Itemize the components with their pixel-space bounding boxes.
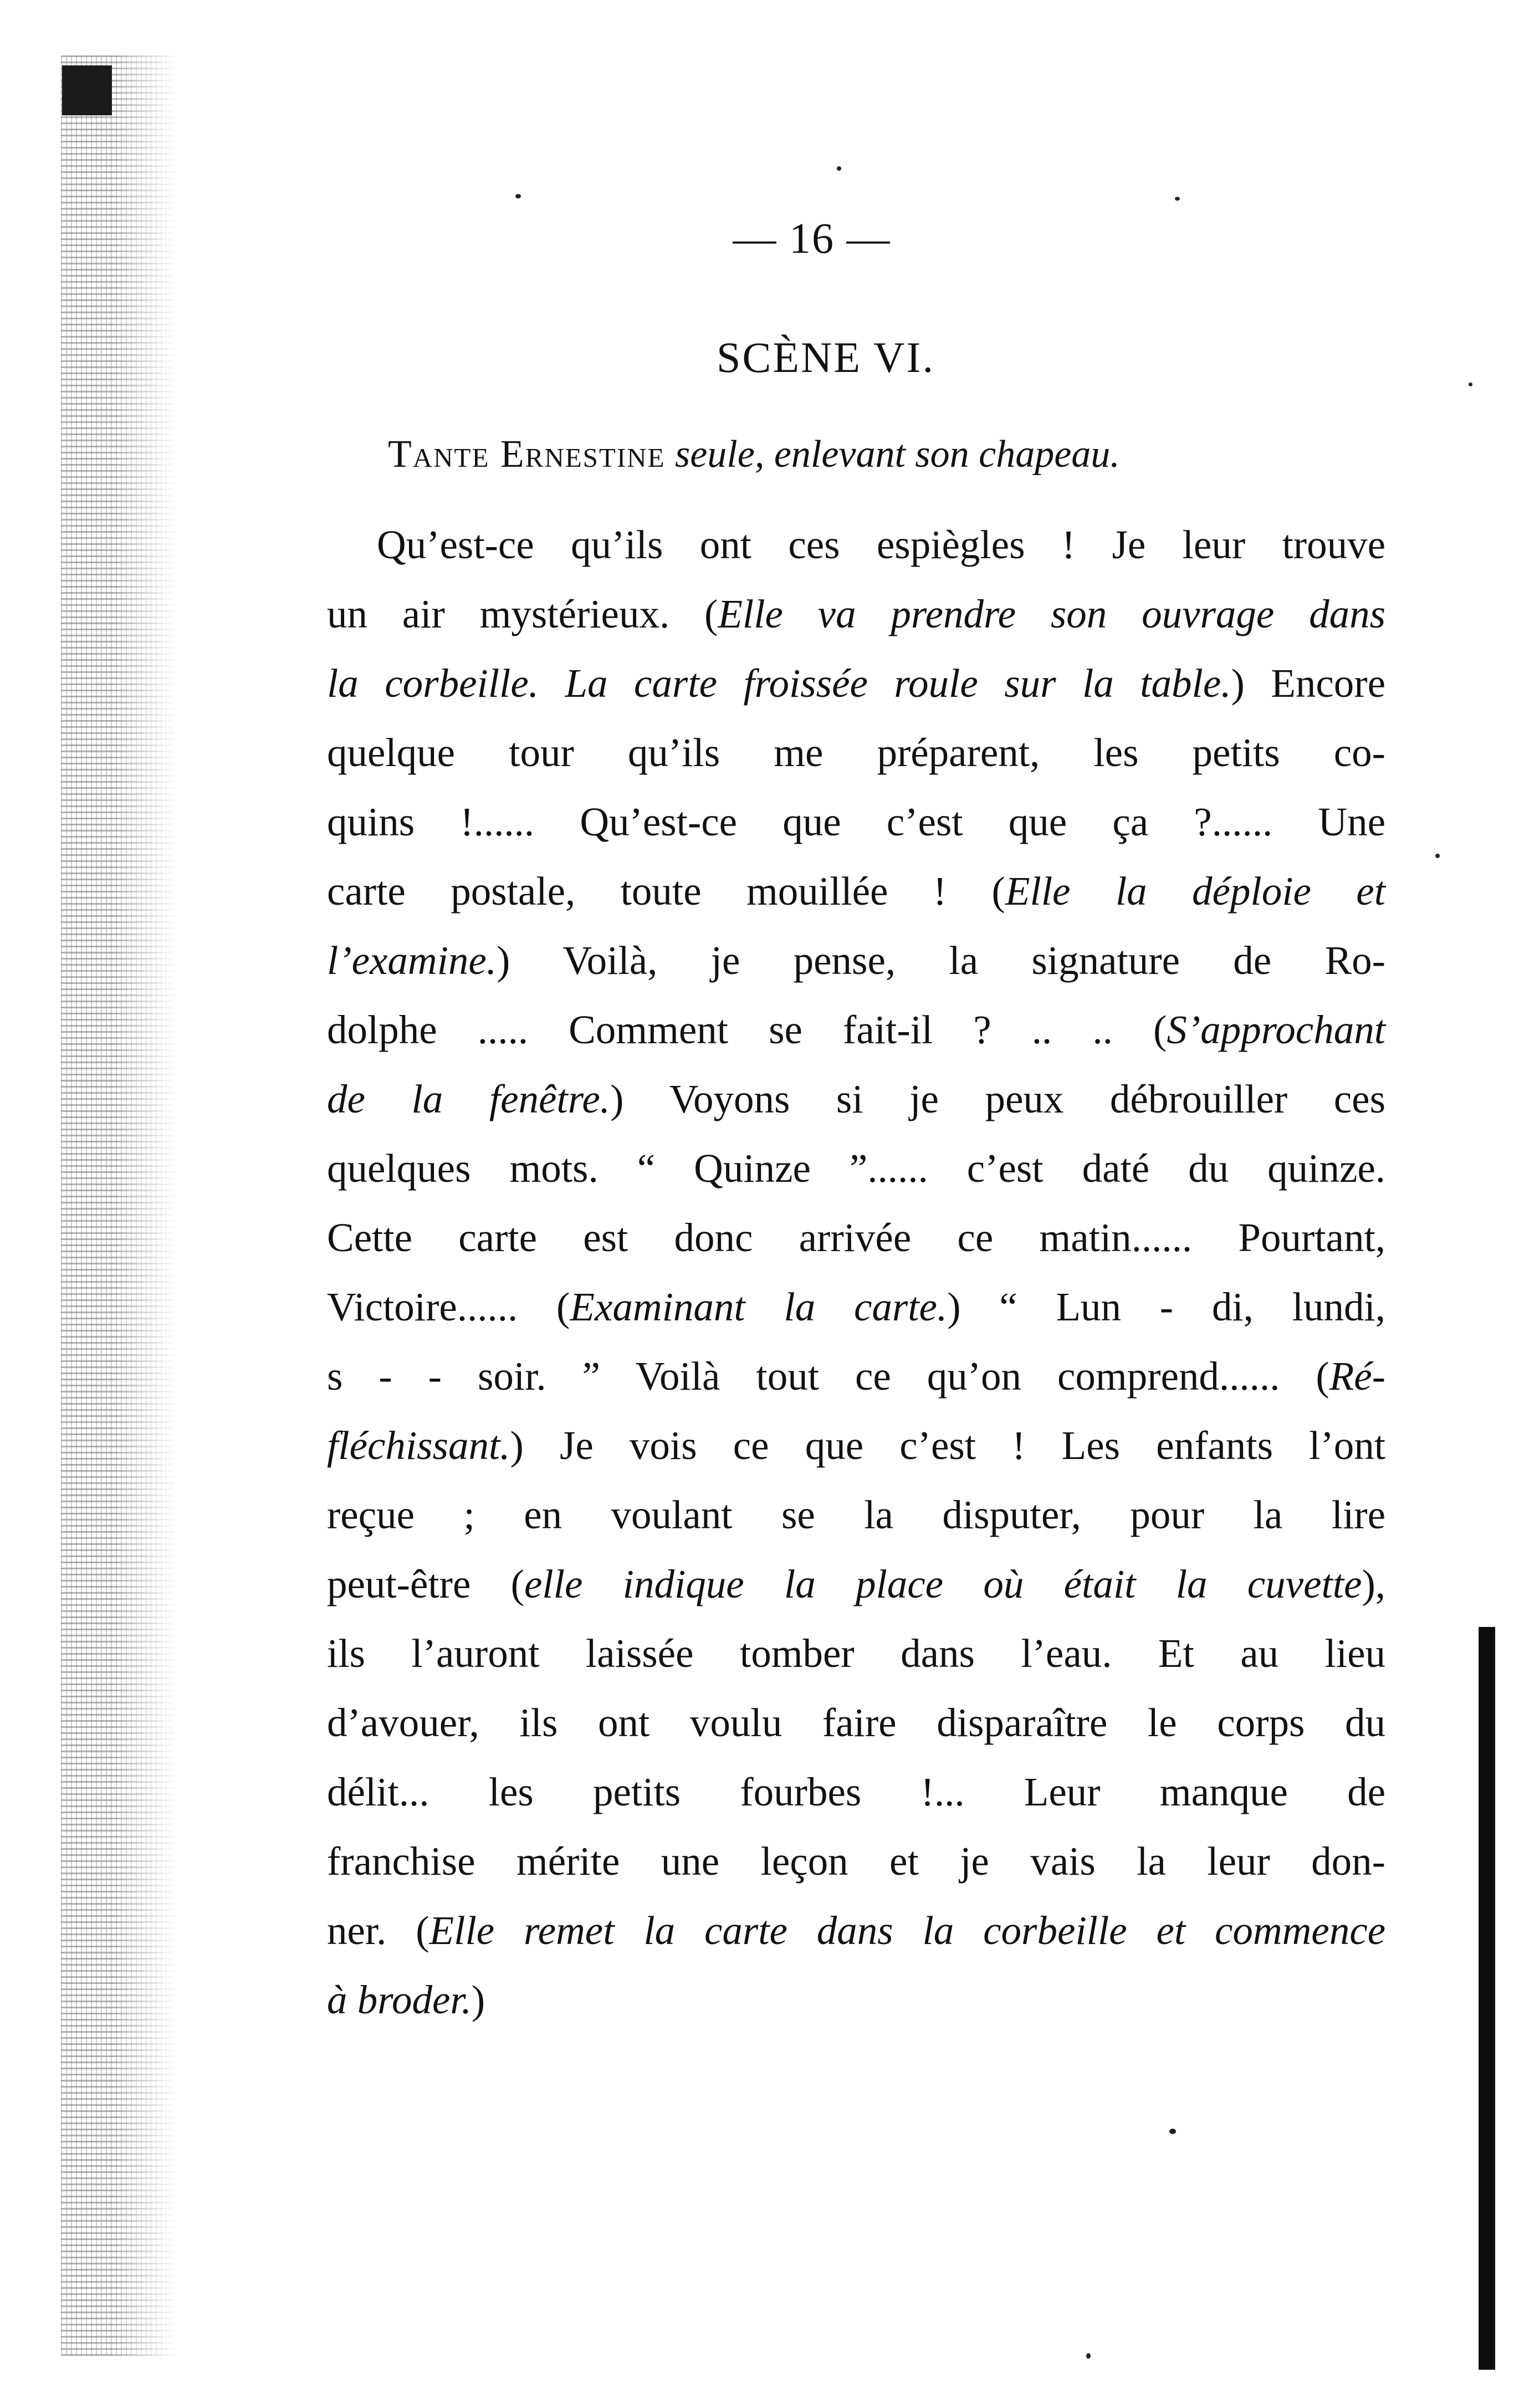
- page-number: — 16 —: [733, 214, 891, 262]
- scan-speck: [1086, 2353, 1091, 2359]
- text-line: [327, 1688, 1385, 1757]
- text-line: [327, 1480, 1385, 1549]
- line-text: quins !...... Qu’est-ce que c’est que ça ?...... Une: [327, 799, 1385, 844]
- scan-speck: [1435, 854, 1440, 858]
- scan-binding-edge: [61, 55, 177, 2356]
- line-text: un air mystérieux. (: [327, 591, 718, 636]
- scan-speck: [515, 194, 521, 198]
- line-text: quelque tour qu’ils me préparent, les petits co-: [327, 730, 1385, 775]
- text-line: [327, 1064, 1385, 1134]
- text-line: [327, 1549, 1385, 1619]
- text-line: [327, 995, 1385, 1064]
- line-text: d’avouer, ils ont voulu faire disparaître le corps du: [327, 1700, 1385, 1745]
- speaker-name: Tante Ernestine: [388, 433, 666, 476]
- line-text: Victoire...... (: [327, 1284, 570, 1329]
- text-line: [327, 649, 1385, 718]
- line-text: Qu’est-ce qu’ils ont ces espiègles ! Je leur trouve: [377, 522, 1385, 567]
- line-text: franchise mérite une leçon et je vais la leur don-: [327, 1839, 1385, 1884]
- italic-direction: fléchissant.: [327, 1423, 510, 1468]
- scene-title: SCÈNE VI.: [717, 333, 935, 381]
- italic-direction: la corbeille. La carte froissée roule sur la table.: [327, 661, 1231, 706]
- scan-speck: [1169, 2129, 1176, 2134]
- line-text: reçue ; en voulant se la disputer, pour la lire: [327, 1492, 1385, 1537]
- text-line: [327, 787, 1385, 856]
- line-text: peut-être (: [327, 1562, 524, 1606]
- scan-edge-bar: [1479, 1627, 1495, 2370]
- line-text: ) Voilà, je pense, la signature de Ro-: [497, 938, 1385, 983]
- line-text: ) Je vois ce que c’est ! Les enfants l’ont: [510, 1423, 1385, 1468]
- text-line: [327, 579, 1385, 649]
- text-line: [327, 1827, 1385, 1896]
- line-text: quelques mots. “ Quinze ”...... c’est daté du quinze.: [327, 1146, 1385, 1191]
- italic-direction: à broder.: [327, 1977, 472, 2022]
- italic-direction: S’approchant: [1167, 1007, 1385, 1052]
- text-line: [327, 856, 1385, 926]
- stage-note: seule, enlevant son chapeau.: [674, 433, 1120, 476]
- monologue-text: [327, 510, 1385, 2034]
- line-text: Cette carte est donc arrivée ce matin...... Pourtant,: [327, 1215, 1385, 1260]
- line-text: délit... les petits fourbes !... Leur manque de: [327, 1769, 1385, 1814]
- italic-direction: Ré-: [1329, 1354, 1385, 1399]
- line-text: ): [471, 1977, 485, 2022]
- italic-direction: Examinant la carte.: [570, 1284, 948, 1329]
- text-line: [327, 1272, 1385, 1341]
- scan-speck: [1175, 197, 1180, 201]
- italic-direction: Elle la déploie et: [1005, 869, 1385, 914]
- text-line: [327, 1411, 1385, 1480]
- text-line: [327, 1896, 1385, 1965]
- line-text: ) Voyons si je peux débrouiller ces: [610, 1077, 1385, 1121]
- line-text: s - - soir. ” Voilà tout ce qu’on comprend...... (: [327, 1354, 1329, 1399]
- line-text: ) “ Lun - di, lundi,: [947, 1284, 1385, 1329]
- text-line: [327, 510, 1385, 579]
- line-text: ),: [1362, 1562, 1386, 1606]
- line-text: dolphe ..... Comment se fait-il ? .. .. (: [327, 1007, 1167, 1052]
- italic-direction: l’examine.: [327, 938, 497, 983]
- italic-direction: Elle remet la carte dans la corbeille et commence: [429, 1908, 1386, 1953]
- text-line: [327, 926, 1385, 995]
- text-line: [327, 1965, 1385, 2034]
- text-line: [327, 1134, 1385, 1203]
- text-line: [327, 1757, 1385, 1827]
- line-text: ils l’auront laissée tomber dans l’eau. Et au lieu: [327, 1631, 1385, 1676]
- scan-speck: [1469, 382, 1472, 386]
- text-line: [327, 718, 1385, 787]
- scan-binding-mark: [62, 65, 112, 115]
- text-line: [327, 1203, 1385, 1272]
- italic-direction: elle indique la place où était la cuvette: [524, 1562, 1362, 1606]
- italic-direction: de la fenêtre.: [327, 1077, 611, 1121]
- text-line: [327, 1341, 1385, 1411]
- italic-direction: Elle va prendre son ouvrage dans: [718, 591, 1386, 636]
- text-line: [327, 1619, 1385, 1688]
- scan-speck: [837, 166, 841, 171]
- line-text: ) Encore: [1231, 661, 1385, 706]
- line-text: carte postale, toute mouillée ! (: [327, 869, 1005, 914]
- line-text: ner. (: [327, 1908, 429, 1953]
- stage-direction: [388, 432, 1385, 477]
